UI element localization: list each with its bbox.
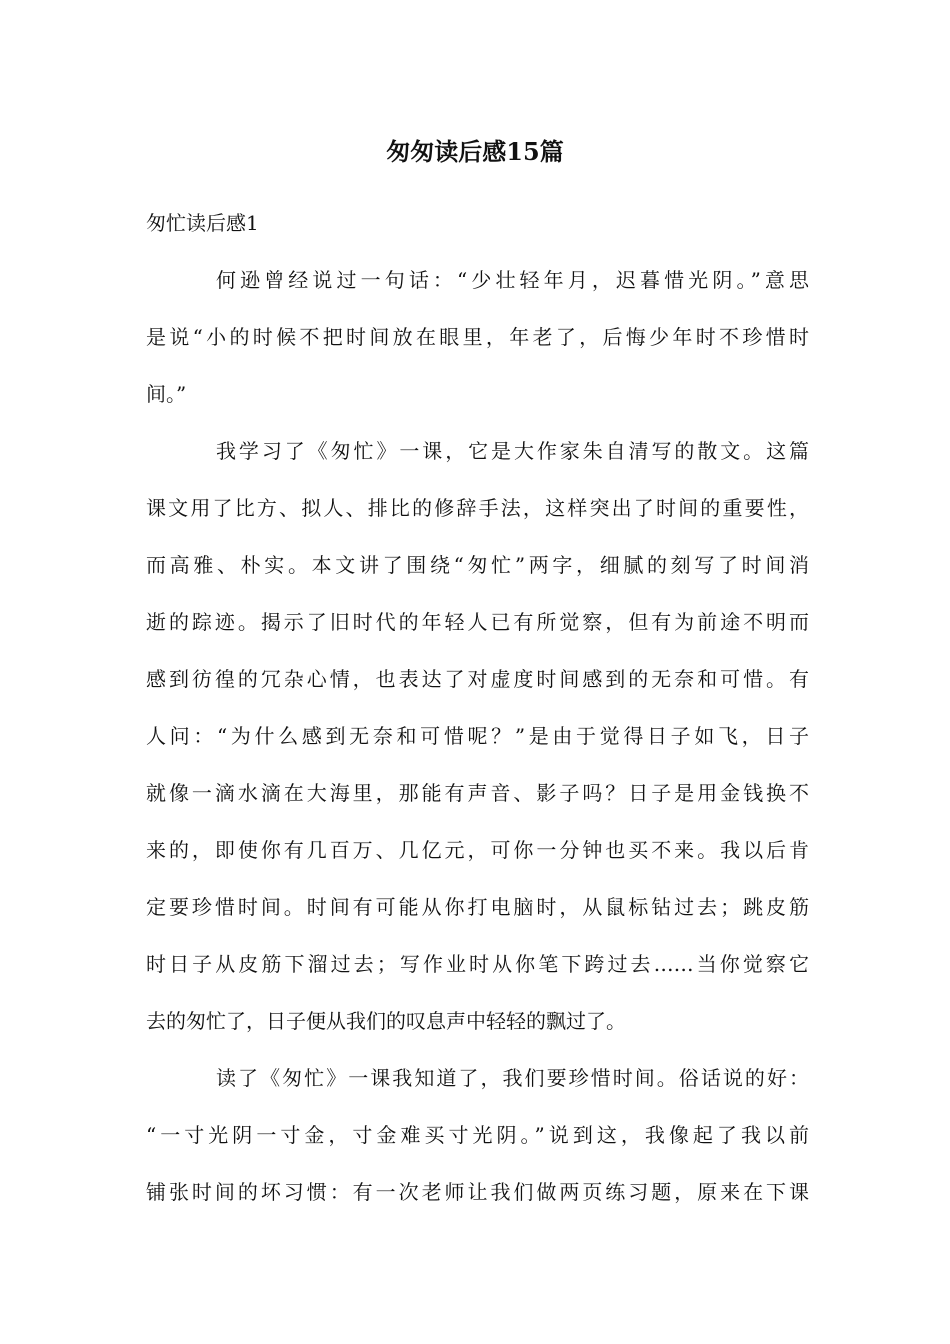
text-line: 定要珍惜时间。时间有可能从你打电脑时，从鼠标钻过去；跳皮筋 <box>146 895 809 919</box>
section-title: 匆忙读后感1 <box>146 211 259 235</box>
text-line: 来的，即使你有几百万、几亿元，可你一分钟也买不来。我以后肯 <box>146 838 809 862</box>
paragraph-1 <box>146 252 809 423</box>
document-title: 匆匆读后感15篇 <box>386 137 564 166</box>
text-line: 感到彷徨的冗杂心情，也表达了对虚度时间感到的无奈和可惜。有 <box>146 667 809 691</box>
text-line: 铺张时间的坏习惯：有一次老师让我们做两页练习题，原来在下课 <box>146 1180 809 1204</box>
paragraph-3 <box>146 1050 809 1221</box>
text-line: 去的匆忙了，日子便从我们的叹息声中轻轻的飘过了。 <box>146 1009 626 1033</box>
text-line: 我学习了《匆忙》一课，它是大作家朱自清写的散文。这篇 <box>216 439 809 463</box>
text-line: 而高雅、朴实。本文讲了围绕“匆忙”两字，细腻的刻写了时间消 <box>146 553 809 577</box>
document-body <box>146 252 809 1221</box>
text-line: 课文用了比方、拟人、排比的修辞手法，这样突出了时间的重要性， <box>146 496 809 520</box>
text-line: 间。” <box>146 382 187 406</box>
text-line: “一寸光阴一寸金，寸金难买寸光阴。”说到这，我像起了我以前 <box>146 1123 809 1147</box>
text-line: 何逊曾经说过一句话：“少壮轻年月，迟暮惜光阴。”意思 <box>216 268 809 292</box>
text-line: 逝的踪迹。揭示了旧时代的年轻人已有所觉察，但有为前途不明而 <box>146 610 809 634</box>
text-line: 人问：“为什么感到无奈和可惜呢？”是由于觉得日子如飞，日子 <box>146 724 809 748</box>
text-line: 时日子从皮筋下溜过去；写作业时从你笔下跨过去……当你觉察它 <box>146 952 809 976</box>
paragraph-2 <box>146 423 809 1050</box>
text-line: 就像一滴水滴在大海里，那能有声音、影子吗？日子是用金钱换不 <box>146 781 809 805</box>
text-line: 读了《匆忙》一课我知道了，我们要珍惜时间。俗话说的好： <box>216 1066 809 1090</box>
text-line: 是说“小的时候不把时间放在眼里，年老了，后悔少年时不珍惜时 <box>146 325 809 349</box>
